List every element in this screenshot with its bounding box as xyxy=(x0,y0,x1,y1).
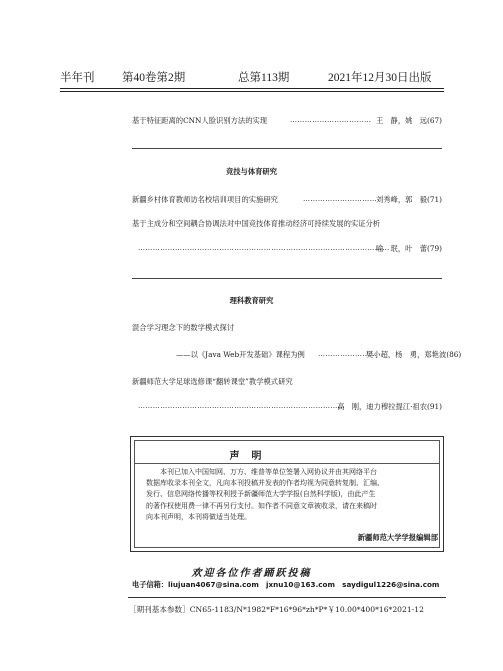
journal-header xyxy=(60,69,444,85)
journal-parameters: ［期刊基本参数］CN65-1183/N*1982*F*16*96*zh*P*￥10.00*400*16*2021-12 xyxy=(129,605,424,614)
footer-rule xyxy=(128,597,446,598)
total-issue-label: 总第113期 xyxy=(238,72,290,84)
notice-line: 数据库收录本刊全文，凡向本刊投稿并发表的作者均视为同意转复制、汇编、 xyxy=(146,479,384,488)
toc-entry-subtitle: ——以《Java Web开发基础》课程为例 xyxy=(176,350,305,359)
volume-issue-label: 第40卷第2期 xyxy=(122,72,186,84)
frequency-label: 半年刊 xyxy=(60,72,95,84)
notice-title: 声明 xyxy=(229,451,274,462)
toc-leader: …………………… xyxy=(318,350,378,358)
notice-signature: 新疆师范大学学报编辑部 xyxy=(357,533,438,542)
toc-entry-authors: 高 刚，迪力穆拉提江·祖农(91) xyxy=(337,402,442,411)
contact-emails: 电子信箱：liujuan4067@sina.com jxnu10@163.com saydigul1226@sina.com xyxy=(132,580,440,589)
header-rule-thick xyxy=(60,88,444,89)
toc-entry-title: 新疆乡村体育教师访名校培训项目的实施研究 xyxy=(132,195,278,204)
notice-body xyxy=(146,467,432,523)
notice-line: 向本刊声明，本刊将做适当处理。 xyxy=(146,512,251,521)
toc-entry-title: 混合学习理念下的数学模式探讨 xyxy=(132,323,235,332)
toc-entry-authors: 王 静，姚 远(67) xyxy=(375,116,442,125)
section-divider xyxy=(132,148,442,149)
notice-line: 发行、信息网络传播等权利授予新疆师范大学学报(自然科学版)，由此产生 xyxy=(146,490,376,499)
toc-leader: ………………………………………………………………………… xyxy=(138,402,346,410)
toc-entry-authors: 喻 珉，叶 蕾(79) xyxy=(375,244,442,253)
section-title-sports: 竞技与体育研究 xyxy=(225,167,278,176)
notice-line: 本刊已加入中国知网、万方、维普等单位签署入网协议并由其网络平台 xyxy=(160,468,377,476)
toc-entry-authors: 樊小超，杨 勇，郑艳波(86) xyxy=(366,350,462,359)
toc-entry-title: 基于特征距离的CNN人脸识别方法的实现 xyxy=(132,116,268,125)
toc-leader: ………………………… xyxy=(303,195,377,203)
notice-title-rule xyxy=(134,463,440,464)
toc-entry-title: 新疆师范大学足球选修课“翻转课堂”教学模式研究 xyxy=(132,377,293,386)
toc-leader: …………………………… xyxy=(290,116,372,124)
notice-line: 的著作权使用费一律不再另行支付。如作者不同意文章被收录，请在来稿时 xyxy=(146,501,377,510)
section-title-science: 理科教育研究 xyxy=(229,296,274,305)
toc-entry-title: 基于主成分和空间耦合协调法对中国竞技体育推动经济可持续发展的实证分析 xyxy=(132,219,381,228)
header-rule-thin xyxy=(60,91,444,92)
publish-date-label: 2021年12月30日出版 xyxy=(328,72,432,84)
section-divider xyxy=(132,278,442,279)
toc-leader: ………………………………………………………………………………………… xyxy=(138,244,390,252)
submission-invitation: 欢迎各位作者踊跃投稿 xyxy=(191,568,312,579)
toc-entry-authors: 刘秀峰，郭 毅(71) xyxy=(375,195,442,204)
